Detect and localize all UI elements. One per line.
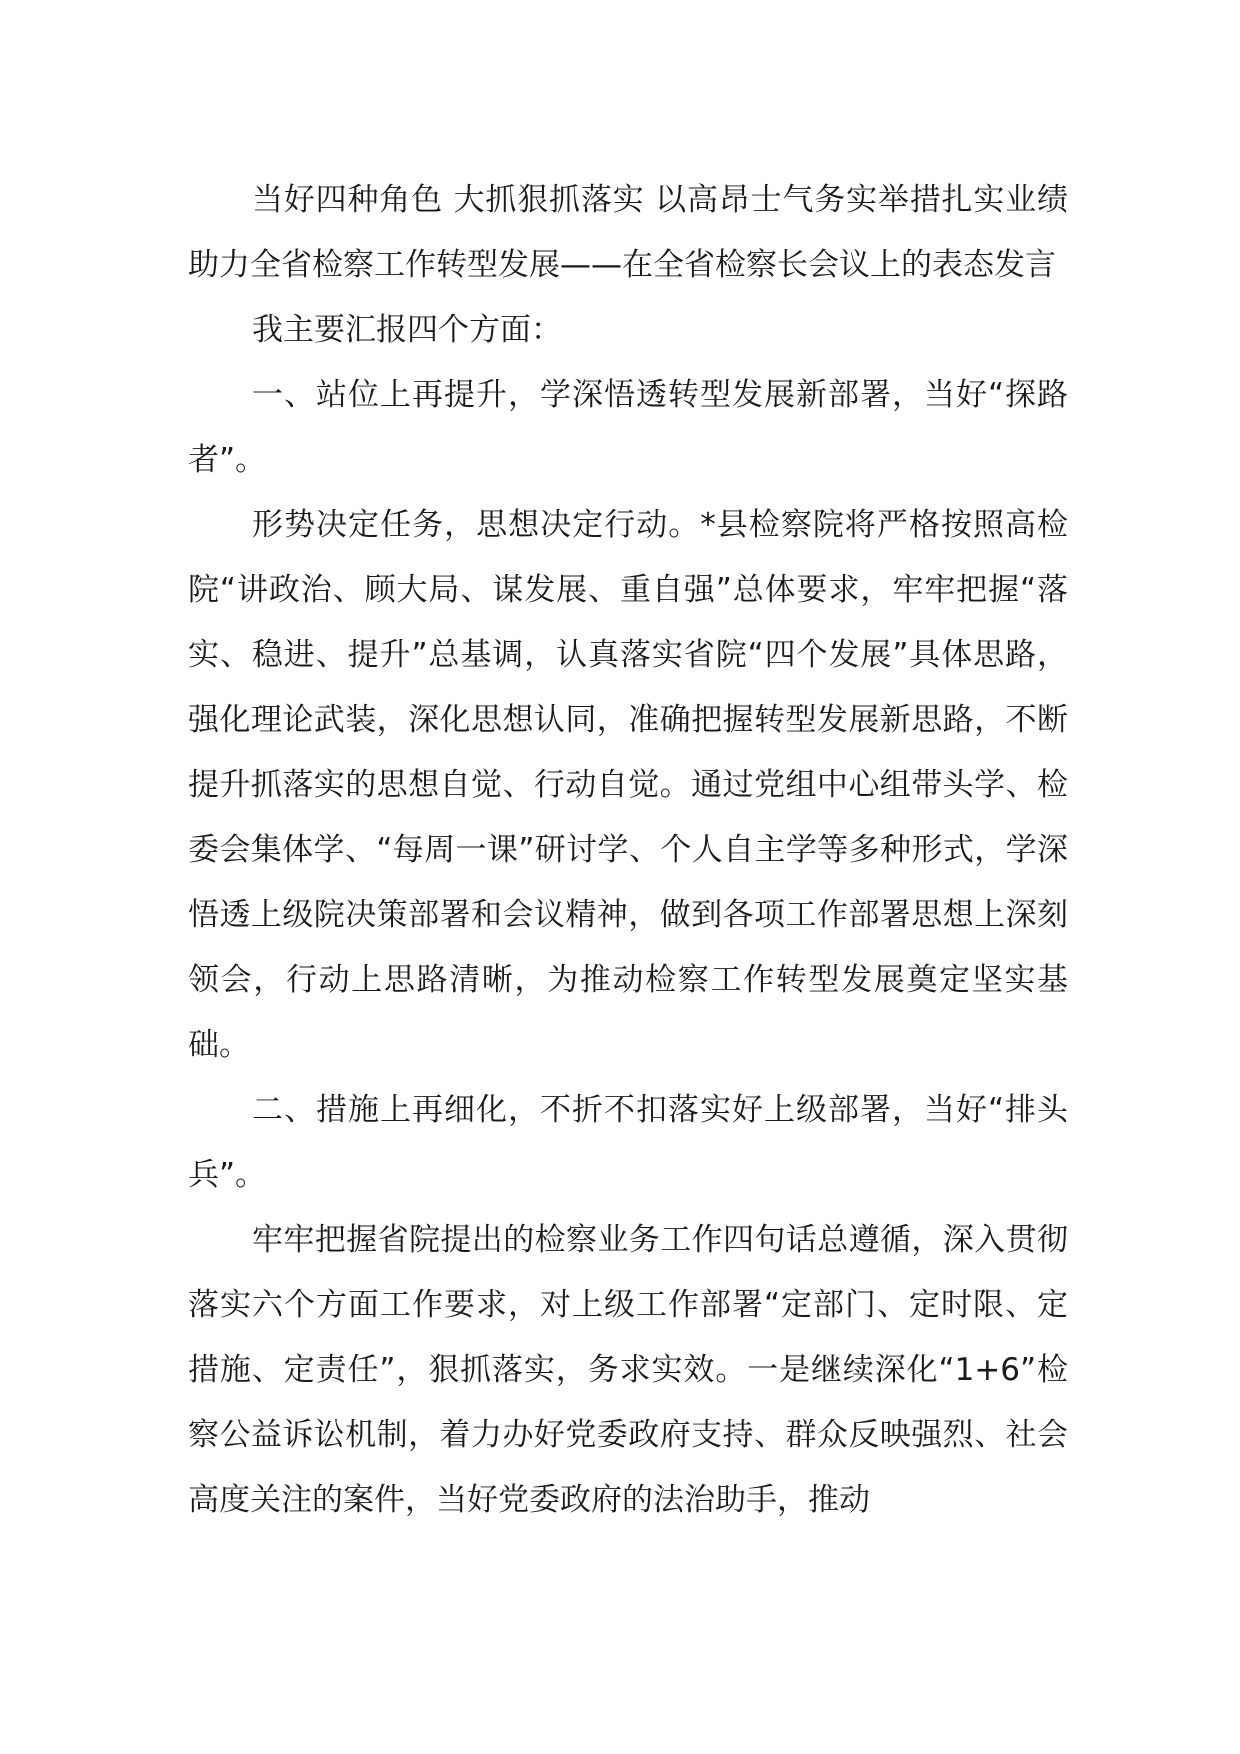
paragraph-body-2: 牢牢把握省院提出的检察业务工作四句话总遵循，深入贯彻落实六个方面工作要求，对上级工作部署“定部门、定时限、定措施、定责任”，狠抓落实，务求实效。一是继续深化“1+6”检察公益诉讼机制，着力办好党委政府支持、群众反映强烈、社会高度关注的案件，当好党委政府的法治助手，推动 [188, 1222, 1068, 1518]
paragraph-intro: 我主要汇报四个方面： [252, 312, 562, 348]
section-heading-2: 二、措施上再细化，不折不扣落实好上级部署，当好“排头兵”。 [188, 1092, 1068, 1193]
document-page [188, 168, 1068, 1533]
document-title: 当好四种角色 大抓狠抓落实 以高昂士气务实举措扎实业绩助力全省检察工作转型发展——在全省检察长会议上的表态发言 [188, 182, 1068, 283]
section-heading-1: 一、站位上再提升，学深悟透转型发展新部署，当好“探路者”。 [188, 377, 1068, 478]
paragraph-body-1: 形势决定任务，思想决定行动。*县检察院将严格按照高检院“讲政治、顾大局、谋发展、重自强”总体要求，牢牢把握“落实、稳进、提升”总基调，认真落实省院“四个发展”具体思路，强化理论武装，深化思想认同，准确把握转型发展新思路，不断提升抓落实的思想自觉、行动自觉。通过党组中心组带头学、检委会集体学、“每周一课”研讨学、个人自主学等多种形式，学深悟透上级院决策部署和会议精神，做到各项工作部署思想上深刻领会，行动上思路清晰，为推动检察工作转型发展奠定坚实基础。 [188, 507, 1068, 1063]
